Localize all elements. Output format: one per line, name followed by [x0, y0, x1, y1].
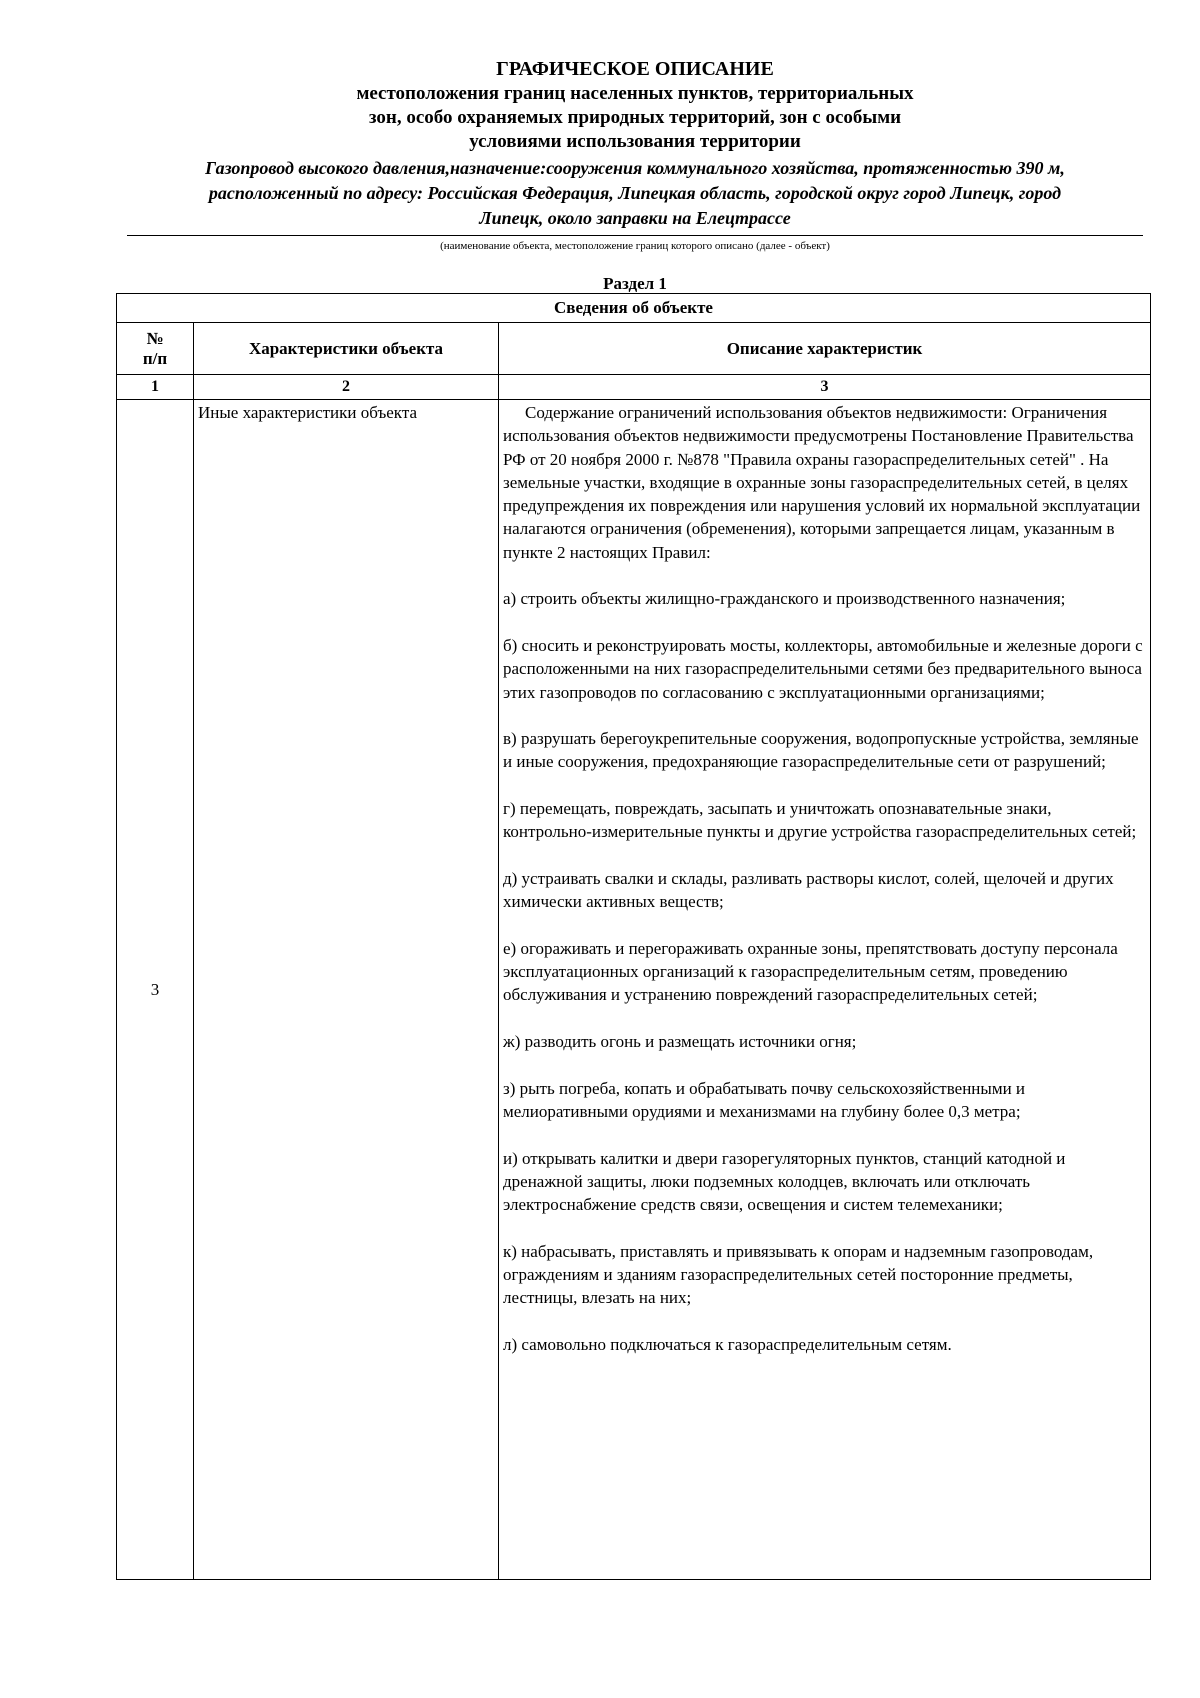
- column-header-number-symbol: №: [146, 328, 164, 348]
- column-header-characteristic: Характеристики объекта: [194, 323, 499, 375]
- object-name-line-1: Газопровод высокого давления,назначение:сооружения коммунального хозяйства, протяженностью 390 м,: [205, 158, 1065, 178]
- table-header-row: [117, 323, 1151, 375]
- object-name-line-3: Липецк, около заправки на Елецтрассе: [479, 208, 791, 228]
- restriction-item-k: к) набрасывать, приставлять и привязывать к опорам и надземным газопроводам, ограждениям и зданиям газораспределительных сетей посторонние предметы, лестницы, влезать на них;: [503, 1241, 1094, 1308]
- restriction-item-b: б) сносить и реконструировать мосты, коллекторы, автомобильные и железные дороги с расположенными на них газораспределительными сетями без предварительного выноса этих газопроводов по согласованию с эксплуатационными организациями;: [503, 635, 1143, 702]
- object-name: [120, 156, 1150, 231]
- restriction-item-e: е) огораживать и перегораживать охранные зоны, препятствовать доступу персонала эксплуатационных организаций к газораспределительным сетям, проведению обслуживания и устранению повреждений газораспределительных сетей;: [503, 938, 1118, 1005]
- column-number-2: 2: [194, 375, 499, 400]
- document-title: ГРАФИЧЕСКОЕ ОПИСАНИЕ: [496, 58, 774, 80]
- description-intro: Содержание ограничений использования объектов недвижимости: Ограничения использования объектов недвижимости предусмотрены Постановление Правительства РФ от 20 ноября 2000 г. №878 "Правила охраны газораспределительных сетей" . На земельные участки, входящие в охранные зоны газораспределительных сетей, в целях предупреждения их повреждения или нарушения условий их нормальной эксплуатации налагаются ограничения (обременения), которыми запрещается лицам, указанным в пункте 2 настоящих Правил:: [503, 403, 1141, 562]
- row-characteristic: Иные характеристики объекта: [194, 400, 499, 1580]
- document-header: [120, 56, 1150, 231]
- table-caption: Сведения об объекте: [117, 294, 1151, 323]
- column-header-description: Описание характеристик: [499, 323, 1151, 375]
- table-column-numbers-row: [117, 375, 1151, 400]
- column-number-1: 1: [117, 375, 194, 400]
- restriction-item-a: а) строить объекты жилищно-гражданского и производственного назначения;: [503, 589, 1066, 609]
- section-title: Раздел 1: [603, 274, 667, 293]
- document-subtitle-line-3: условиями использования территории: [469, 131, 801, 152]
- document-subtitle-line-1: местоположения границ населенных пунктов, территориальных: [356, 83, 914, 104]
- restriction-item-i: и) открывать калитки и двери газорегуляторных пунктов, станций катодной и дренажной защиты, люки подземных колодцев, включать или отключать электроснабжение средств связи, освещения и систем телемеханики;: [503, 1148, 1066, 1215]
- object-underline: [127, 235, 1143, 236]
- restriction-item-v: в) разрушать берегоукрепительные сооружения, водопропускные устройства, земляные и иные сооружения, предохраняющие газораспределительные сети от разрушений;: [503, 729, 1139, 772]
- row-description: [499, 400, 1151, 1580]
- restriction-item-z: з) рыть погреба, копать и обрабатывать почву сельскохозяйственными и мелиоративными орудиями и механизмами на глубину более 0,3 метра;: [503, 1078, 1026, 1121]
- object-name-line-2: расположенный по адресу: Российская Федерация, Липецкая область, городской округ город Липецк, город: [208, 183, 1062, 203]
- row-number: 3: [117, 400, 194, 1580]
- table-row: [117, 400, 1151, 1580]
- object-info-table: [116, 293, 1151, 1580]
- column-header-number: [117, 323, 194, 375]
- object-caption: (наименование объекта, местоположение границ которого описано (далее - объект): [440, 240, 830, 252]
- restriction-item-zh: ж) разводить огонь и размещать источники огня;: [503, 1032, 857, 1052]
- column-header-number-abbr: п/п: [142, 348, 168, 368]
- restriction-item-l: л) самовольно подключаться к газораспределительным сетям.: [503, 1334, 952, 1354]
- column-number-3: 3: [499, 375, 1151, 400]
- restriction-item-g: г) перемещать, повреждать, засыпать и уничтожать опознавательные знаки, контрольно-измерительные пункты и другие устройства газораспределительных сетей;: [503, 799, 1137, 842]
- document-subtitle-line-2: зон, особо охраняемых природных территорий, зон с особыми: [368, 107, 902, 128]
- restriction-item-d: д) устраивать свалки и склады, разливать растворы кислот, солей, щелочей и других химически активных веществ;: [503, 868, 1114, 912]
